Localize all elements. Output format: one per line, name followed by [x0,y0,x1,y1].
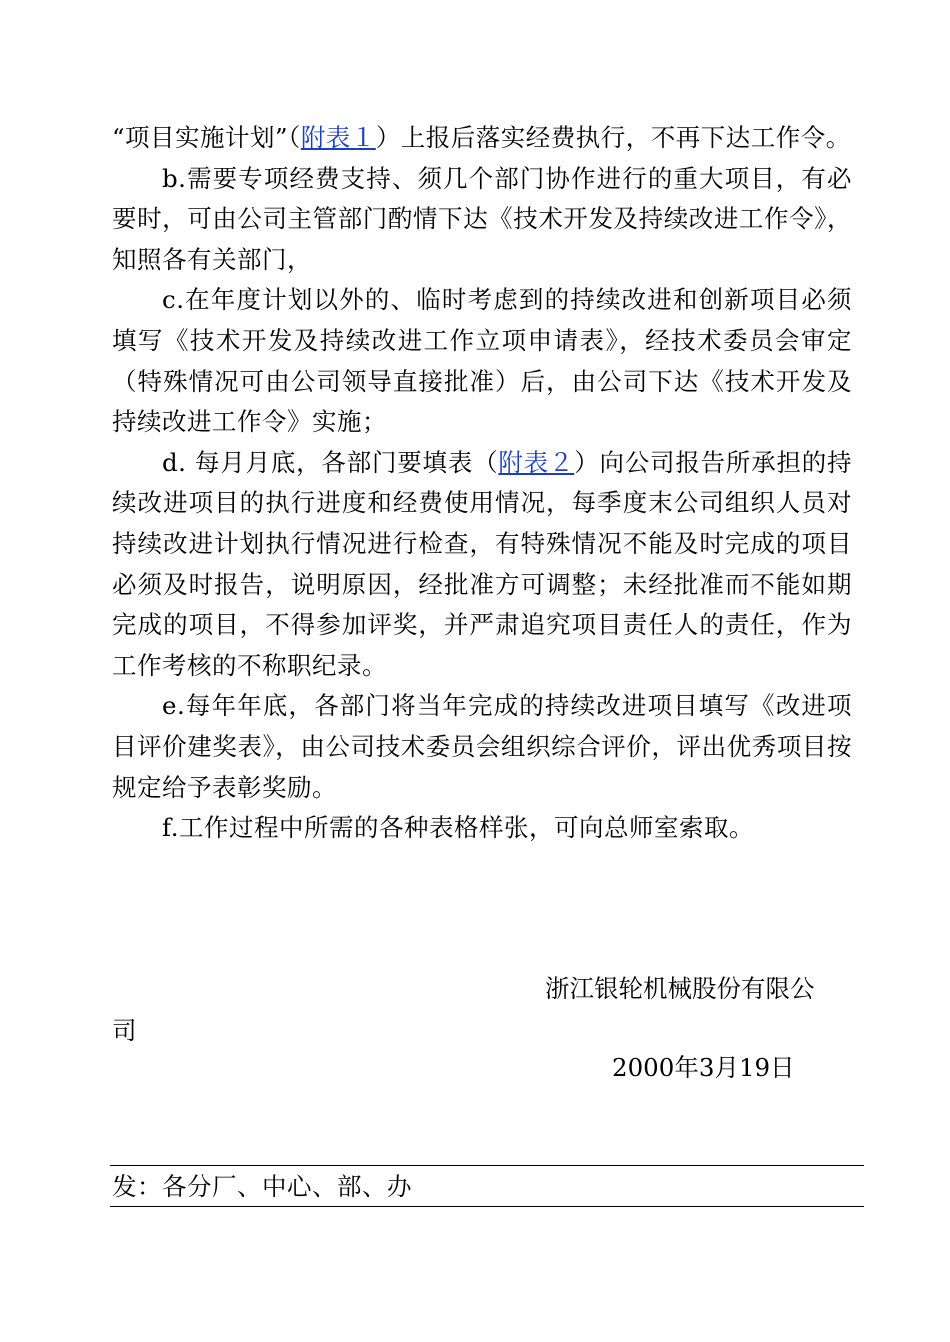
company-name-line1: 浙江银轮机械股份有限公 [545,974,815,1003]
paragraph-f: f.工作过程中所需的各种表格样张，可向总师室索取。 [162,813,754,843]
divider-top [110,1165,864,1166]
paragraph-project-plan [112,118,852,159]
distribution-list: 发：各分厂、中心、部、办 [112,1172,412,1201]
paragraph-b: b.需要专项经费支持、须几个部门协作进行的重大项目，有必要时，可由公司主管部门酌情下达《技术开发及持续改进工作令》，知照各有关部门， [112,163,852,274]
paragraph-text: d. 每月月底，各部门要填表（ [162,447,499,477]
paragraph-text: “项目实施计划”（ [112,123,301,152]
paragraph-e: e.每年年底，各部门将当年完成的持续改进项目填写《改进项目评价建奖表》，由公司技术委员会组织综合评价，评出优秀项目按规定给予表彰奖励。 [112,691,852,802]
attachment-2-link[interactable]: 附表２ [498,447,575,477]
company-name-line2: 司 [112,1016,137,1045]
paragraph-text: ）上报后落实经费执行，不再下达工作令。 [375,123,851,152]
signature-date: 2000年3月19日 [612,1053,795,1082]
attachment-1-link[interactable]: 附表１ [300,123,376,152]
body-text [112,118,852,849]
divider-bottom [110,1206,864,1207]
paragraph-text: ）向公司报告所承担的持续改进项目的执行进度和经费使用情况，每季度末公司组织人员对持续改进计划执行情况进行检查，有特殊情况不能及时完成的项目必须及时报告，说明原因，经批准方可调整；未经批准而不能如期完成的项目，不得参加评奖，并严肃追究项目责任人的责任，作为工作考核的不称职纪录。 [112,447,853,680]
paragraph-c: c.在年度计划以外的、临时考虑到的持续改进和创新项目必须填写《技术开发及持续改进工作立项申请表》，经技术委员会审定（特殊情况可由公司领导直接批准）后，由公司下达《技术开发及持续改进工作令》实施； [112,285,852,437]
company-signature [112,968,852,1052]
paragraph-d [112,443,852,687]
